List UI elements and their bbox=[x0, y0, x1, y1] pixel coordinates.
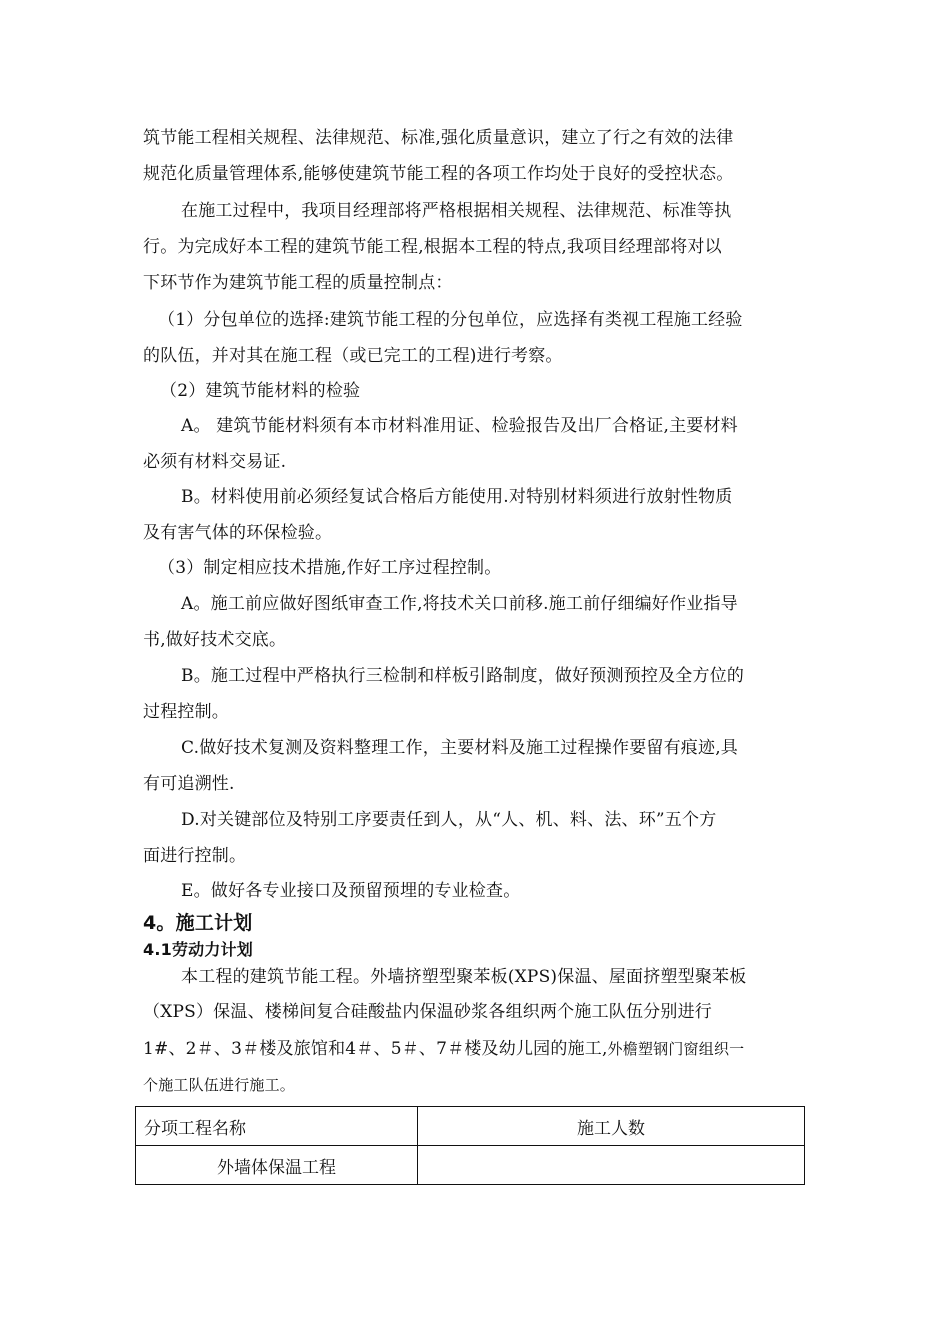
paragraph-line: 过程控制。 bbox=[143, 702, 229, 722]
paragraph-line: 必须有材料交易证. bbox=[143, 452, 287, 472]
paragraph-line: （2）建筑节能材料的检验 bbox=[160, 381, 361, 401]
paragraph-line: B。材料使用前必须经复试合格后方能使用.对特别材料须进行放射性物质 bbox=[181, 487, 733, 507]
paragraph-line: 在施工过程中，我项目经理部将严格根据相关规程、法律规范、标准等执 bbox=[181, 201, 732, 221]
paragraph-line: 下环节作为建筑节能工程的质量控制点： bbox=[143, 273, 453, 293]
table-header-row bbox=[136, 1107, 805, 1146]
paragraph-line: 的队伍，并对其在施工程（或已完工的工程)进行考察。 bbox=[143, 346, 563, 366]
labor-table bbox=[135, 1106, 805, 1185]
paragraph-line: （XPS）保温、楼梯间复合硅酸盐内保温砂浆各组织两个施工队伍分别进行 bbox=[143, 1002, 712, 1022]
paragraph-line: C.做好技术复测及资料整理工作，主要材料及施工过程操作要留有痕迹,具 bbox=[181, 738, 739, 758]
paragraph-line: 有可追溯性. bbox=[143, 774, 235, 794]
paragraph-line: E。做好各专业接口及预留预埋的专业检查。 bbox=[181, 881, 521, 901]
table-cell bbox=[418, 1146, 805, 1185]
paragraph-line: 规范化质量管理体系,能够使建筑节能工程的各项工作均处于良好的受控状态。 bbox=[143, 164, 734, 184]
table-cell: 外墙体保温工程 bbox=[136, 1146, 418, 1185]
paragraph-line: 及有害气体的环保检验。 bbox=[143, 523, 333, 543]
table-header-cell: 施工人数 bbox=[418, 1107, 805, 1146]
paragraph-text: 外檐塑钢门窗组织一 bbox=[607, 1040, 745, 1058]
paragraph-line: 筑节能工程相关规程、法律规范、标准,强化质量意识，建立了行之有效的法律 bbox=[143, 128, 734, 148]
section-heading: 4。施工计划 bbox=[143, 912, 253, 934]
paragraph-text: 1#、2＃、3＃楼及旅馆和4＃、5＃、7＃楼及幼儿园的施工, bbox=[143, 1039, 608, 1059]
paragraph-line: D.对关键部位及特别工序要责任到人，从“人、机、料、法、环”五个方 bbox=[181, 810, 717, 830]
paragraph-line: 本工程的建筑节能工程。外墙挤塑型聚苯板(XPS)保温、屋面挤塑型聚苯板 bbox=[181, 967, 747, 987]
paragraph-line: A。施工前应做好图纸审查工作,将技术关口前移.施工前仔细编好作业指导 bbox=[181, 594, 738, 614]
subsection-heading: 4.1劳动力计划 bbox=[143, 940, 253, 959]
paragraph-line: 书,做好技术交底。 bbox=[143, 630, 287, 650]
paragraph-line: B。施工过程中严格执行三检制和样板引路制度，做好预测预控及全方位的 bbox=[181, 666, 745, 686]
paragraph-line bbox=[143, 1039, 813, 1059]
paragraph-line: 面进行控制。 bbox=[143, 846, 247, 866]
paragraph-line: 行。为完成好本工程的建筑节能工程,根据本工程的特点,我项目经理部将对以 bbox=[143, 237, 722, 257]
paragraph-line: A。 建筑节能材料须有本市材料准用证、检验报告及出厂合格证,主要材料 bbox=[181, 416, 738, 436]
paragraph-line: （3）制定相应技术措施,作好工序过程控制。 bbox=[158, 558, 502, 578]
paragraph-line: （1）分包单位的选择:建筑节能工程的分包单位，应选择有类视工程施工经验 bbox=[158, 310, 743, 330]
table-header-cell: 分项工程名称 bbox=[136, 1107, 418, 1146]
table-row bbox=[136, 1146, 805, 1185]
paragraph-line: 个施工队伍进行施工。 bbox=[143, 1076, 296, 1094]
